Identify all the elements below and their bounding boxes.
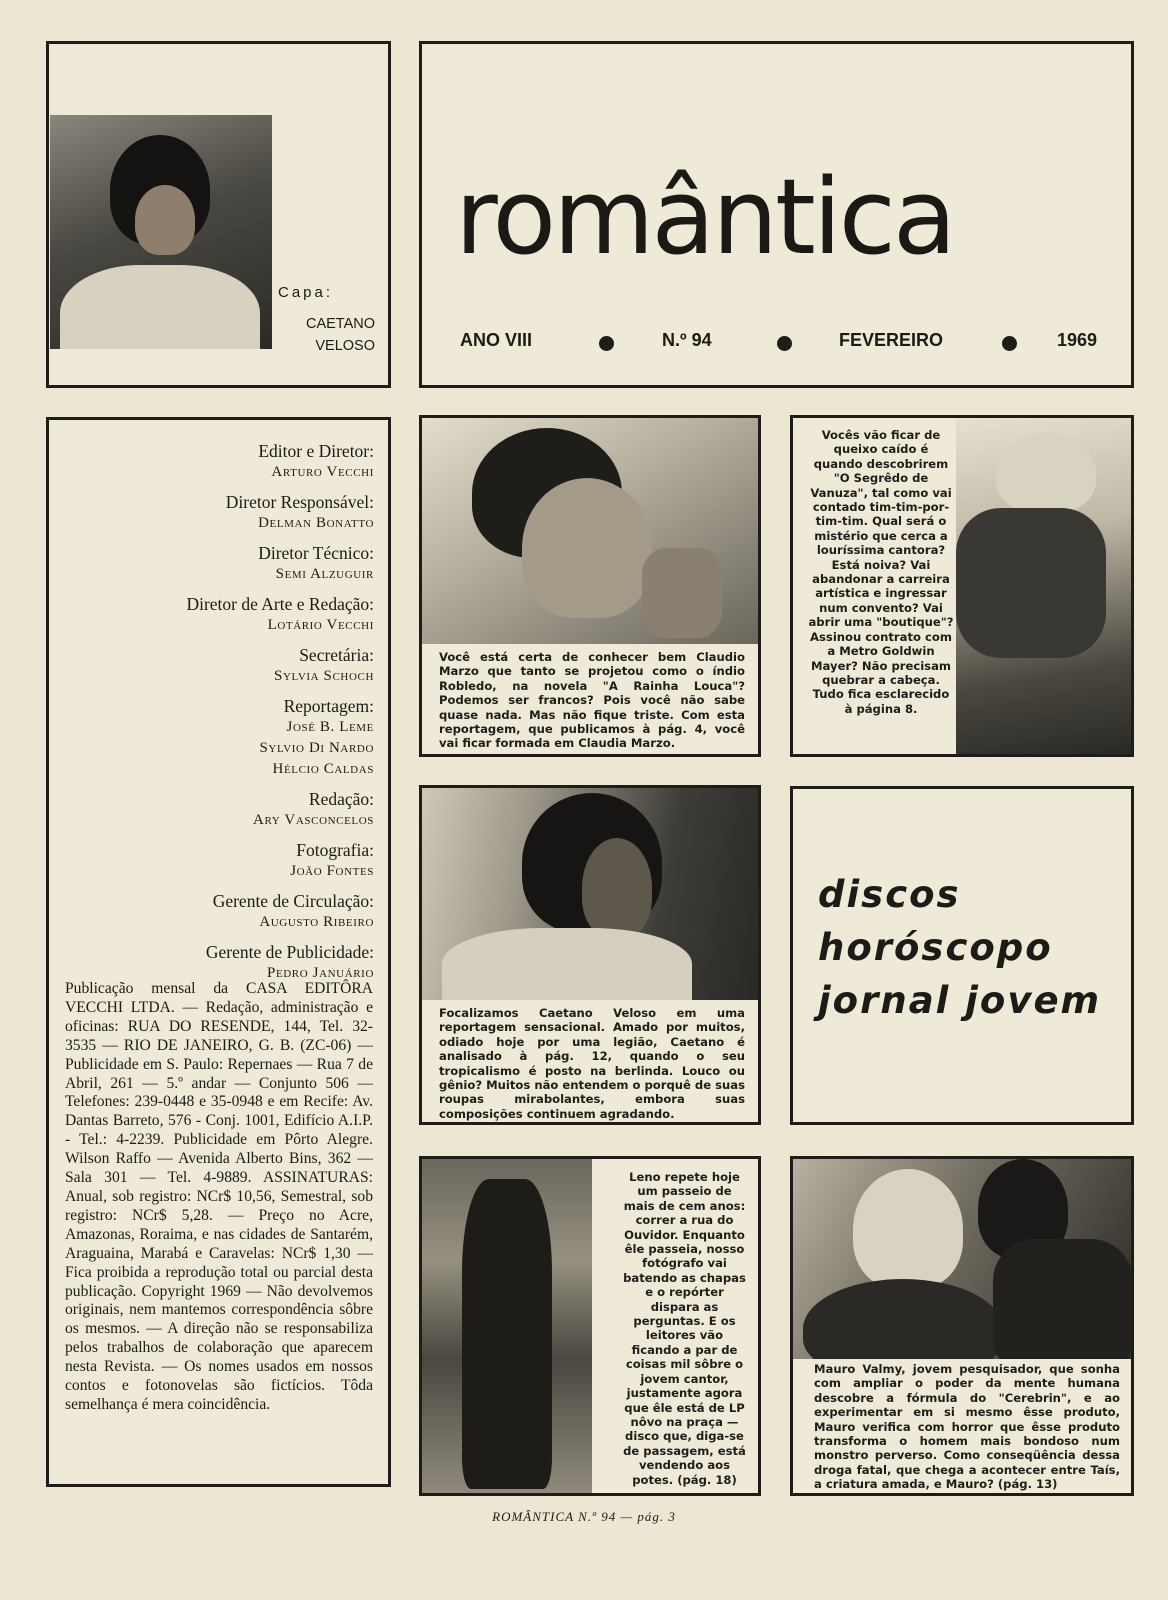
staff-name: Lotário Vecchi — [267, 617, 374, 633]
page-footer: ROMÂNTICA N.º 94 — pág. 3 — [492, 1509, 676, 1524]
staff-role: Fotografia: — [296, 840, 374, 860]
issue-month: FEVEREIRO — [839, 330, 944, 350]
leno-caption: Leno repete hoje um passeio de mais de cem anos: correr a rua do Ouvidor. Enquanto êle passeia, nosso fotógrafo vai batendo as chapas e o repórter dispara as perguntas. E os leitores vão ficando a par de coisas mil sôbre o jovem cantor, justamente agora que êle está de LP nôvo na praça — disco que, diga-se de passagem, está vendendo aos potes. (pág. 18) — [623, 1170, 746, 1487]
staff-name: Sylvio Di Nardo — [259, 740, 374, 756]
staff-name: Hélcio Caldas — [272, 761, 374, 777]
staff-role: Gerente de Publicidade: — [205, 942, 374, 962]
mauro-caption: Mauro Valmy, jovem pesquisador, que sonha com ampliar o poder da mente humana descobre a fórmula do "Cerebrin", e ao experimentar em si mesmo êsse produto, Mauro verifica com horror que êsse produto transforma o homem mais bondoso num monstro perverso. Como conseqüência dessa droga fatal, que chega a acontecer entre Taís, a criatura amada, e Mauro? (pág. 13) — [814, 1362, 1120, 1492]
section-jornal-jovem: jornal jovem — [818, 979, 1102, 1022]
claudio-caption: Você está certa de conhecer bem Claudio Marzo que tanto se projetou como o índio Robledo, na novela "A Rainha Louca"? Podemos ser francos? Pois você não sabe quase nada. Mas não fique triste. Com esta reportagem, que publicamos à pág. 4, você vai ficar formada em Claudia Marzo. — [439, 650, 745, 751]
cover-name-line2: VELOSO — [315, 338, 375, 354]
staff-role: Gerente de Circulação: — [212, 891, 374, 911]
leno-photo — [422, 1159, 592, 1493]
staff-name: Arturo Vecchi — [271, 464, 374, 480]
cover-name — [290, 313, 375, 357]
staff-name: Delman Bonatto — [258, 515, 374, 531]
claudio-photo — [422, 418, 758, 644]
magazine-title: romântica — [455, 156, 954, 278]
staff-role: Reportagem: — [283, 696, 374, 716]
separator-dot — [599, 336, 614, 351]
caetano-photo — [422, 788, 758, 1000]
staff-name: Ary Vasconcelos — [253, 812, 374, 828]
cover-name-line1: CAETANO — [305, 316, 375, 332]
staff-role: Editor e Diretor: — [258, 441, 374, 461]
staff-name: Sylvia Schoch — [274, 668, 374, 684]
issue-year-number: 1969 — [1057, 330, 1098, 350]
sections-list — [818, 868, 1101, 1027]
section-horoscopo: horóscopo — [818, 926, 1053, 969]
issue-number: N.º 94 — [662, 330, 712, 350]
staff-list — [56, 432, 374, 984]
staff-name: José B. Leme — [286, 719, 374, 735]
cover-photo — [50, 115, 272, 349]
staff-role: Diretor Técnico: — [258, 543, 374, 563]
staff-name: Semi Alzuguir — [275, 566, 374, 582]
mauro-photo — [793, 1159, 1131, 1359]
staff-name: Pedro Januário — [267, 965, 374, 981]
staff-name: Augusto Ribeiro — [259, 914, 374, 930]
separator-dot — [777, 336, 792, 351]
staff-name: João Fontes — [290, 863, 374, 879]
caetano-caption: Focalizamos Caetano Veloso em uma reportagem sensacional. Amado por muitos, odiado hoje por uma legião, Caetano é analisado à pág. 12, quando o seu tropicalismo é posto na berlinda. Louco ou gênio? Muitos não entendem o porquê de suas roupas mirabolantes, embora suas composições continuem agradando. — [439, 1006, 745, 1121]
staff-role: Secretária: — [299, 645, 374, 665]
issue-year: ANO VIII — [460, 330, 533, 350]
cover-label: Capa: — [278, 284, 334, 301]
separator-dot — [1002, 336, 1017, 351]
vanuza-photo — [956, 418, 1131, 754]
vanuza-caption: Vocês vão ficar de queixo caído é quando descobrirem "O Segrêdo de Vanuza", tal como vai contado tim-tim-por-tim-tim. Qual será o mistério que cerca a louríssima cantora? Está noiva? Vai abandonar a carreira artística e ingressar num convento? Vai abrir uma "boutique"? Assinou contrato com a Metro Goldwin Mayer? Não precisam quebrar a cabeça. Tudo fica esclarecido à página 8. — [808, 428, 954, 716]
staff-role: Diretor de Arte e Redação: — [186, 594, 374, 614]
section-discos: discos — [818, 873, 961, 916]
legal-text: Publicação mensal da CASA EDITÔRA VECCHI LTDA. — Redação, administração e oficinas: RUA DO RESENDE, 144, Tel. 32-3535 — RIO DE JANEIRO, G. B. (ZC-06) — Publicidade em S. Paulo: Repernaes — Rua 7 de Abril, 261 — 5.º andar — Conjunto 506 — Telefones: 239-0448 e 35-0948 e em Recife: Av. Dantas Barreto, 576 - Conj. 1001, Edifício A.I.P. - Tel.: 4-2239. Publicidade em Pôrto Alegre. Wilson Raffo — Avenida Alberto Bins, 362 — Sala 301 — Tel. 4-9889. ASSINATURAS: Anual, sob registro: NCr$ 10,56, Semestral, sob registro: NCr$ 5,28. — Preço no Acre, Amazonas, Roraima, e nas cidades de Santarém, Araguaina, Marabá e Caravelas: NCr$ 1,30 — Fica proibida a reprodução total ou parcial desta publicação. Copyright 1969 — Não devolvemos originais, nem mantemos correspondência sôbre os mesmos. — A direção não se responsabiliza pelos trabalhos de colaboração que aparecem nesta Revista. — Os nomes usados em nossos contos e fotonovelas são fictícios. Tôda semelhança é mera coincidência. — [65, 980, 373, 1413]
staff-role: Diretor Responsável: — [225, 492, 374, 512]
staff-role: Redação: — [308, 789, 374, 809]
